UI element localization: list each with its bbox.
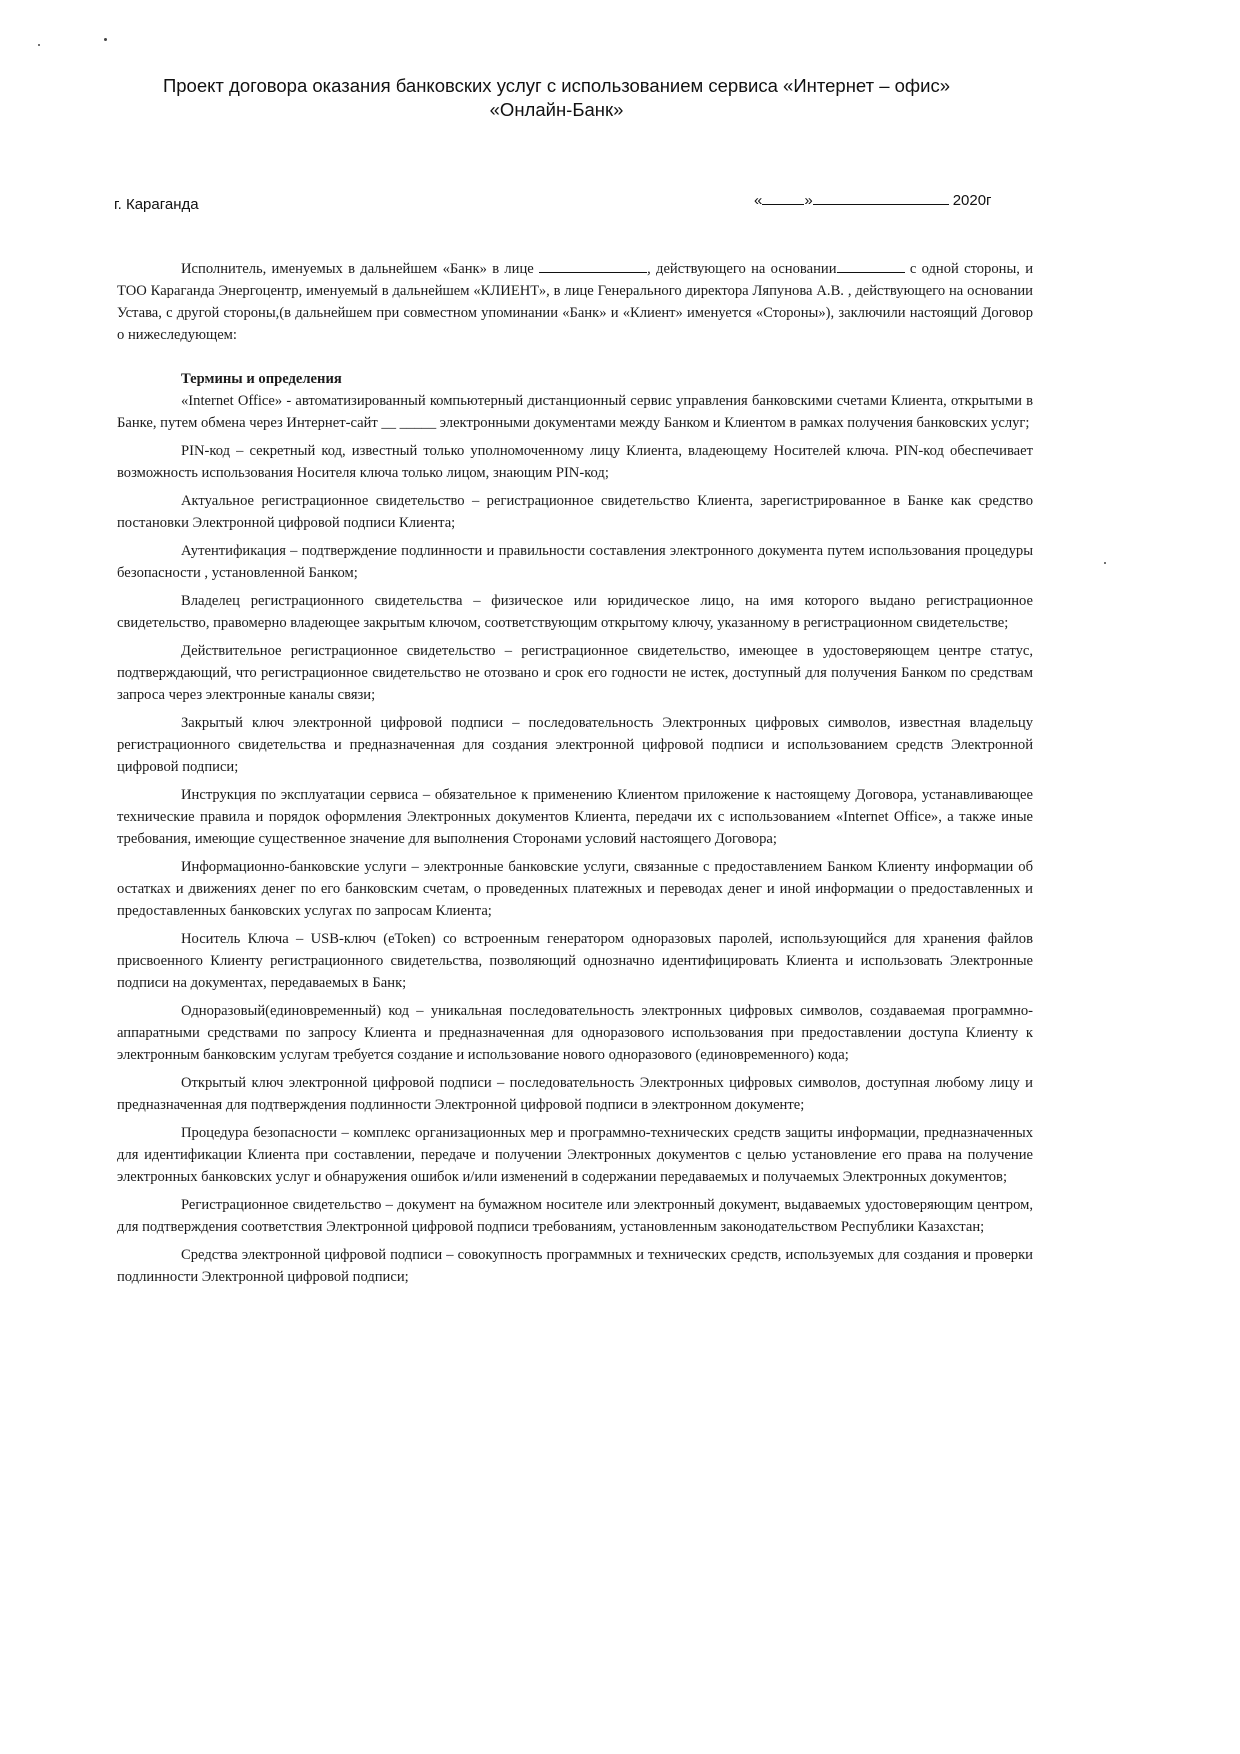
date-quote-open: « xyxy=(754,192,763,209)
term-definition: PIN-код – секретный код, известный только уполномоченному лицу Клиента, владеющему Носителей ключа. PIN-код обеспечивает возможность использования Носителя ключа только лицом, знающим PIN-код; xyxy=(117,443,1033,481)
document-body xyxy=(117,258,1033,1294)
terms-heading: Термины и определения xyxy=(181,371,342,387)
term-definition: «Internet Office» - автоматизированный компьютерный дистанционный сервис управления банковскими счетами Клиента, открытыми в Банке, путем обмена через Интернет-сайт __ _____ электронными документами между Банком и Клиентом в рамках получения банковских услуг; xyxy=(117,393,1033,431)
term-definition: Закрытый ключ электронной цифровой подписи – последовательность Электронных цифровых символов, известная владельцу регистрационного свидетельства и предназначенная для создания электронной цифровой подписи и использованием средств Электронной цифровой подписи; xyxy=(117,715,1033,775)
term-definition: Средства электронной цифровой подписи – совокупность программных и технических средств, используемых для создания и проверки подлинности Электронной цифровой подписи; xyxy=(117,1247,1033,1285)
day-blank xyxy=(762,190,804,205)
intro-text-3: с одной стороны, и ТОО Караганда Энергоцентр, именуемый в дальнейшем «КЛИЕНТ», в лице Генерального директора Ляпунова А.В. , действующего на основании Устава, с другой стороны,(в дальнейшем при совместном упоминании «Банк» и «Клиент» именуется «Стороны»), заключили настоящий Договор о нижеследующем: xyxy=(117,261,1034,343)
intro-paragraph xyxy=(117,258,1033,346)
term-definition: Носитель Ключа – USB-ключ (eToken) со встроенным генератором одноразовых паролей, использующийся для хранения файлов присвоенного Клиенту регистрационного свидетельства, позволяющий однозначно идентифицировать Клиента и использовать Электронные подписи на документах, передаваемых в Банк; xyxy=(117,931,1033,991)
term-definition: Регистрационное свидетельство – документ на бумажном носителе или электронный документ, выдаваемых удостоверяющим центром, для подтверждения соответствия Электронной цифровой подписи требованиям, установленным законодательством Республики Казахстан; xyxy=(117,1197,1033,1235)
term-definition: Аутентификация – подтверждение подлинности и правильности составления электронного документа путем использования процедуры безопасности , установленной Банком; xyxy=(117,543,1033,581)
intro-text-1: Исполнитель, именуемых в дальнейшем «Банк» в лице xyxy=(181,261,534,277)
document-title xyxy=(0,74,1113,122)
term-definition: Одноразовый(единовременный) код – уникальная последовательность электронных цифровых символов, создаваемая программно-аппаратными средствами по запросу Клиента и предназначенная для одноразового использования при предоставлении доступа Клиенту к электронным банковским услугам требуется создание и использование нового одноразового (единовременного) кода; xyxy=(117,1003,1033,1063)
term-definition: Владелец регистрационного свидетельства – физическое или юридическое лицо, на имя которого выдано регистрационное свидетельство, правомерно владеющее закрытым ключом, соответствующим открытому ключу, указанному в регистрационном свидетельстве; xyxy=(117,593,1033,631)
term-definition: Инструкция по эксплуатации сервиса – обязательное к применению Клиентом приложение к настоящему Договора, устанавливающее технические правила и порядок оформления Электронных документов Клиента, передачи их с использованием «Internet Office», а также иные требования, имеющие существенное значение для выполнения Сторонами условий настоящего Договора; xyxy=(117,787,1033,847)
basis-blank xyxy=(837,259,905,273)
term-definition: Информационно-банковские услуги – электронные банковские услуги, связанные с предоставлением Банком Клиенту информации об остатках и движениях денег по его банковским счетам, о проведенных платежных и переводах денег и иной информации о предоставленных и предоставленных банковских услугах по запросам Клиента; xyxy=(117,859,1033,919)
term-definition: Процедура безопасности – комплекс организационных мер и программно-технических средств защиты информации, предназначенных для идентификации Клиента при составлении, передаче и получении Электронных документов с целью установление его права на получение электронных банковских услуг и обнаружения ошибок и/или изменений в содержании передаваемых и получаемых Электронных документов; xyxy=(117,1125,1033,1185)
date-line xyxy=(754,190,992,209)
term-definition: Открытый ключ электронной цифровой подписи – последовательность Электронных цифровых символов, доступная любому лицу и предназначенная для подтверждения подлинности Электронной цифровой подписи в электронном документе; xyxy=(117,1075,1033,1113)
title-line-2: «Онлайн-Банк» xyxy=(489,99,624,120)
date-quote-close: » xyxy=(804,192,813,209)
intro-text-2: , действующего на основании xyxy=(647,261,837,277)
month-blank xyxy=(813,190,949,205)
scan-speck xyxy=(1104,562,1106,564)
bank-rep-blank xyxy=(539,259,647,273)
scan-speck xyxy=(38,44,40,46)
date-year: 2020г xyxy=(952,192,992,209)
term-definition: Актуальное регистрационное свидетельство – регистрационное свидетельство Клиента, зарегистрированное в Банке как средство постановки Электронной цифровой подписи Клиента; xyxy=(117,493,1033,531)
scan-speck xyxy=(104,38,107,41)
title-line-1: Проект договора оказания банковских услуг с использованием сервиса «Интернет – офис» xyxy=(162,75,951,96)
term-definition: Действительное регистрационное свидетельство – регистрационное свидетельство, имеющее в удостоверяющем центре статус, подтверждающий, что регистрационное свидетельство не отозвано и срок его годности не истек, доступный для получения Банком по средствам запроса через электронные каналы связи; xyxy=(117,643,1033,703)
city-label: г. Караганда xyxy=(114,196,199,213)
